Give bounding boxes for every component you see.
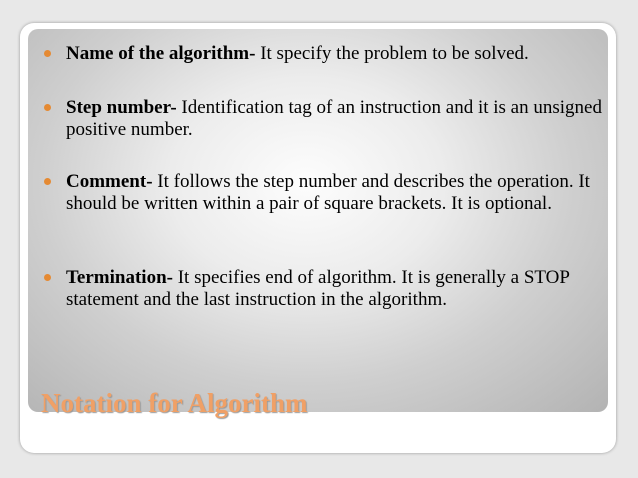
bullet-term: Step number-: [66, 97, 177, 118]
bullet-dot-icon: [44, 178, 51, 185]
bullet-term: Termination-: [66, 267, 173, 288]
bullet-dot-icon: [44, 50, 51, 57]
bullet-text: It follows the step number and describes the operation. It should be written within a pair of square brackets. It is optional.: [66, 171, 590, 214]
bullet-text: It specify the problem to be solved.: [255, 43, 529, 64]
bullet-name-of-algorithm: [66, 43, 606, 65]
bullet-step-number: [66, 97, 606, 141]
bullet-termination: [66, 267, 606, 311]
content-panel: [28, 29, 608, 412]
bullet-term: Comment-: [66, 171, 153, 192]
bullet-dot-icon: [44, 274, 51, 281]
slide-title: Notation for Algorithm: [41, 388, 308, 418]
bullet-text: Identification tag of an instruction and it is an unsigned positive number.: [66, 97, 602, 140]
bullet-comment: [66, 171, 606, 215]
bullet-dot-icon: [44, 104, 51, 111]
bullet-text: It specifies end of algorithm. It is generally a STOP statement and the last instruction in the algorithm.: [66, 267, 570, 310]
bullet-term: Name of the algorithm-: [66, 43, 256, 64]
